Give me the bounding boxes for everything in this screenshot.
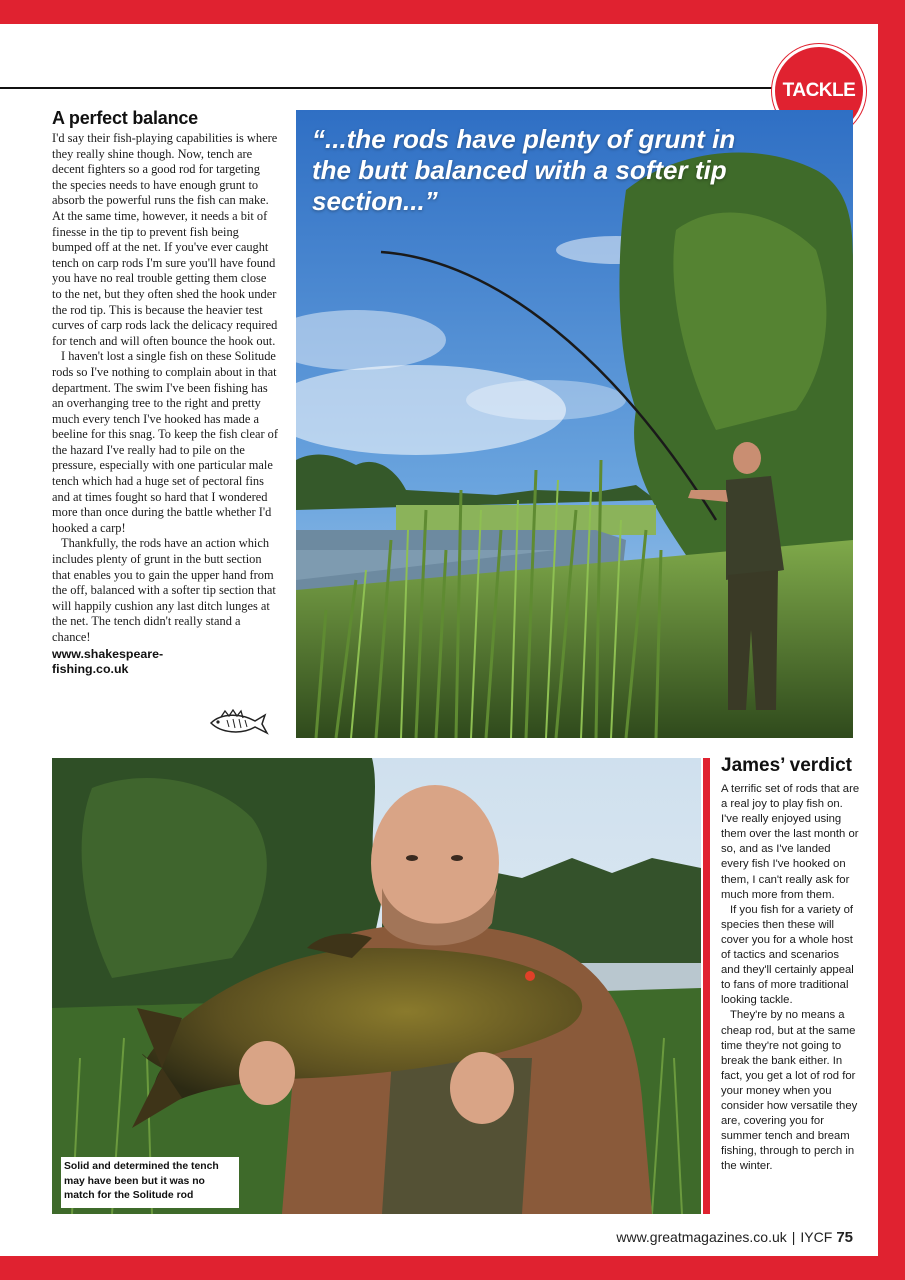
article-paragraph: I haven't lost a single fish on these Solitude rods so I've nothing to complain about in that department. The swim I've been fishing has an overhanging tree to the right and pretty much every tench I've hooked has made a beeline for this snag. To keep the fish clear of the hazard I've really had to pile on the pressure, especially with one particular male tench which had a huge set of pectoral fins and at times fought so hard that I wondered more than once during the battle whether I'd hooked a carp! [52, 349, 278, 535]
verdict-accent-bar [703, 758, 710, 1214]
header-rule [0, 87, 800, 89]
fish-logo-icon [207, 709, 269, 739]
pull-quote: “...the rods have plenty of grunt in the butt balanced with a softer tip section...” [312, 124, 736, 216]
footer-magazine: IYCF [800, 1229, 833, 1245]
photo-angler-holding-tench [52, 758, 701, 1214]
website-link[interactable]: www.shakespeare-fishing.co.uk [52, 646, 164, 676]
footer-separator: | [791, 1229, 796, 1245]
page-border-bottom [0, 1256, 905, 1280]
page-border-right [878, 0, 905, 1280]
article-paragraph: I'd say their fish-playing capabilities is where they really shine though. Now, tench are decent fighters so a good rod for targeting the species needs to have enough grunt to absorb the powerful runs the fish can make. At the same time, however, it needs a bit of finesse in the tip to prevent fish being bumped off at the net. If you've ever caught tench on carp rods I'm sure you'll have found you have no real trouble getting them close to the net, but they often shed the hook under the rod tip. This is because the heavier test curves of carp rods lack the delicacy required for tench and will often bounce the hook out. [52, 131, 278, 348]
article-column [52, 108, 278, 677]
verdict-heading: James’ verdict [721, 755, 852, 776]
photo-caption: Solid and determined the tench may have been but it was no match for the Solitude rod [61, 1157, 239, 1208]
section-badge-label: TACKLE [782, 80, 856, 101]
verdict-paragraph: They're by no means a cheap rod, but at the same time they're not going to break the bank either. In fact, you get a lot of rod for your money when you consider how versatile they are, covering you for summer tench and bream fishing, through to perch in the winter. [721, 1009, 858, 1173]
verdict-paragraph: If you fish for a variety of species then these will cover you for a whole host of tactics and scenarios and they'll certainly appeal to fans of more traditional looking tackle. [721, 903, 854, 1007]
footer-site-link[interactable]: www.greatmagazines.co.uk [616, 1229, 787, 1245]
verdict-box [721, 756, 861, 1174]
article-paragraph: Thankfully, the rods have an action which includes plenty of grunt in the butt section that enables you to gain the upper hand from the off, balanced with a softer tip section that will happily cushion any last ditch lunges at the net. The tench didn't really stand a chance! [52, 536, 276, 644]
page-border-top [0, 0, 905, 24]
page-number: 75 [836, 1229, 853, 1246]
page-footer [616, 1229, 853, 1246]
article-heading: A perfect balance [52, 108, 198, 128]
verdict-paragraph: A terrific set of rods that are a real joy to play fish on. I've really enjoyed using them over the last month or so, and as I've landed every fish I've hooked on them, I can't really ask for much more from them. [721, 783, 860, 901]
